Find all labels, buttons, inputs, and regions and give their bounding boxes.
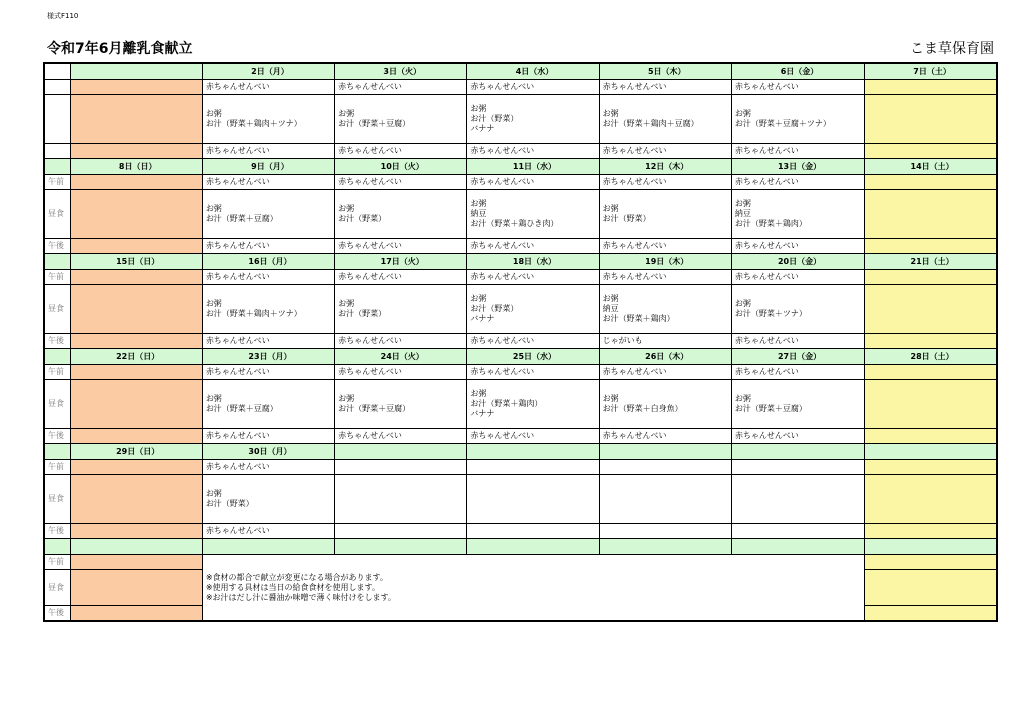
date-header <box>731 444 864 460</box>
date-header <box>70 63 202 80</box>
date-header: 10日（火） <box>335 159 467 175</box>
menu-item: お粥 <box>602 294 619 303</box>
lunch-cell <box>335 285 467 334</box>
afternoon-snack-cell <box>599 524 731 539</box>
afternoon-snack-cell: 赤ちゃんせんべい <box>202 524 334 539</box>
corner-cell <box>44 539 70 555</box>
lunch-cell <box>335 190 467 239</box>
menu-row-lunch <box>44 380 997 429</box>
lunch-cell <box>599 95 731 144</box>
slot-label: 午前 <box>44 460 70 475</box>
date-header: 14日（土） <box>865 159 997 175</box>
menu-row-morning <box>44 365 997 380</box>
afternoon-snack-cell: 赤ちゃんせんべい <box>202 429 334 444</box>
morning-snack-cell: 赤ちゃんせんべい <box>467 365 599 380</box>
date-header: 25日（水） <box>467 349 599 365</box>
lunch-cell <box>731 285 864 334</box>
afternoon-snack-cell <box>70 334 202 349</box>
morning-snack-cell <box>335 460 467 475</box>
lunch-cell <box>865 95 997 144</box>
morning-snack-cell <box>865 365 997 380</box>
morning-snack-cell: 赤ちゃんせんべい <box>599 80 731 95</box>
menu-item: バナナ <box>470 124 495 133</box>
afternoon-snack-cell: 赤ちゃんせんべい <box>335 144 467 159</box>
date-header: 16日（月） <box>202 254 334 270</box>
menu-item: お粥 <box>602 204 619 213</box>
menu-item: お汁（野菜） <box>470 114 519 123</box>
date-header: 27日（金） <box>731 349 864 365</box>
afternoon-snack-cell: 赤ちゃんせんべい <box>335 429 467 444</box>
morning-snack-cell: 赤ちゃんせんべい <box>599 270 731 285</box>
afternoon-snack-cell <box>865 606 997 622</box>
date-header <box>335 539 467 555</box>
slot-label: 午後 <box>44 606 70 622</box>
morning-snack-cell: 赤ちゃんせんべい <box>467 175 599 190</box>
date-header <box>467 444 599 460</box>
date-header <box>70 539 202 555</box>
menu-item: お汁（野菜） <box>338 214 387 223</box>
date-header: 24日（火） <box>335 349 467 365</box>
date-header <box>865 444 997 460</box>
lunch-cell <box>202 475 334 524</box>
lunch-cell <box>335 475 467 524</box>
lunch-cell <box>865 285 997 334</box>
week-header-row <box>44 349 997 365</box>
morning-snack-cell <box>865 270 997 285</box>
menu-item: お汁（野菜＋鶏肉＋ツナ） <box>205 309 302 318</box>
date-header: 12日（木） <box>599 159 731 175</box>
menu-item: お粥 <box>205 204 222 213</box>
menu-item: お粥 <box>470 389 487 398</box>
slot-label: 午後 <box>44 334 70 349</box>
date-header <box>865 539 997 555</box>
morning-snack-cell <box>865 460 997 475</box>
lunch-cell <box>467 285 599 334</box>
menu-item: お汁（野菜＋豆腐） <box>734 404 807 413</box>
date-header: 21日（土） <box>865 254 997 270</box>
morning-snack-cell <box>467 460 599 475</box>
menu-item: お粥 <box>734 394 751 403</box>
lunch-cell <box>865 570 997 606</box>
menu-item: お粥 <box>470 294 487 303</box>
morning-snack-cell: 赤ちゃんせんべい <box>202 80 334 95</box>
afternoon-snack-cell: 赤ちゃんせんべい <box>731 239 864 254</box>
date-header <box>599 539 731 555</box>
lunch-cell <box>865 190 997 239</box>
date-header: 13日（金） <box>731 159 864 175</box>
afternoon-snack-cell: 赤ちゃんせんべい <box>467 239 599 254</box>
date-header: 19日（木） <box>599 254 731 270</box>
menu-item: お粥 <box>470 104 487 113</box>
corner-cell <box>44 63 70 80</box>
slot-label: 午前 <box>44 555 70 570</box>
afternoon-snack-cell: 赤ちゃんせんべい <box>202 239 334 254</box>
lunch-cell <box>599 380 731 429</box>
lunch-cell <box>202 285 334 334</box>
afternoon-snack-cell <box>70 606 202 622</box>
note-line: ※お汁はだし汁に醤油か味噌で薄く味付けをします。 <box>205 592 396 602</box>
date-header: 4日（水） <box>467 63 599 80</box>
morning-snack-cell: 赤ちゃんせんべい <box>599 175 731 190</box>
menu-item: お汁（野菜） <box>602 214 651 223</box>
lunch-cell <box>70 285 202 334</box>
slot-label: 午前 <box>44 365 70 380</box>
menu-item: お粥 <box>734 299 751 308</box>
morning-snack-cell: 赤ちゃんせんべい <box>202 365 334 380</box>
afternoon-snack-cell: 赤ちゃんせんべい <box>599 239 731 254</box>
afternoon-snack-cell: 赤ちゃんせんべい <box>202 334 334 349</box>
menu-item: お汁（野菜＋豆腐） <box>205 404 278 413</box>
lunch-cell <box>335 95 467 144</box>
date-header <box>467 539 599 555</box>
morning-snack-cell: 赤ちゃんせんべい <box>335 175 467 190</box>
morning-snack-cell: 赤ちゃんせんべい <box>467 80 599 95</box>
lunch-cell <box>202 380 334 429</box>
afternoon-snack-cell: 赤ちゃんせんべい <box>599 429 731 444</box>
afternoon-snack-cell: 赤ちゃんせんべい <box>731 429 864 444</box>
date-header: 15日（日） <box>70 254 202 270</box>
menu-item: お汁（野菜＋鶏ひき肉） <box>470 219 559 228</box>
date-header <box>731 539 864 555</box>
lunch-cell <box>467 380 599 429</box>
week-header-row <box>44 63 997 80</box>
morning-snack-cell: 赤ちゃんせんべい <box>202 175 334 190</box>
afternoon-snack-cell <box>865 239 997 254</box>
notes-cell <box>202 555 864 622</box>
menu-row-lunch <box>44 475 997 524</box>
lunch-cell <box>70 95 202 144</box>
morning-snack-cell: 赤ちゃんせんべい <box>202 270 334 285</box>
note-line: ※食材の都合で献立が変更になる場合があります。 <box>205 572 388 582</box>
date-header: 3日（火） <box>335 63 467 80</box>
date-header: 18日（水） <box>467 254 599 270</box>
menu-row-morning <box>44 175 997 190</box>
morning-snack-cell <box>70 175 202 190</box>
afternoon-snack-cell: 赤ちゃんせんべい <box>731 334 864 349</box>
morning-snack-cell <box>731 460 864 475</box>
slot-label: 午前 <box>44 175 70 190</box>
week-header-row <box>44 444 997 460</box>
menu-item: お粥 <box>338 204 355 213</box>
menu-item: お汁（野菜＋ツナ） <box>734 309 807 318</box>
menu-row-afternoon <box>44 144 997 159</box>
corner-cell <box>44 349 70 365</box>
menu-item: バナナ <box>470 314 495 323</box>
slot-label <box>44 80 70 95</box>
menu-item: お汁（野菜＋鶏肉） <box>602 314 675 323</box>
menu-item: 納豆 <box>734 209 751 218</box>
morning-snack-cell: 赤ちゃんせんべい <box>202 460 334 475</box>
lunch-cell <box>202 190 334 239</box>
page-title: 令和7年6月離乳食献立 <box>47 41 193 57</box>
lunch-cell <box>467 95 599 144</box>
date-header: 17日（火） <box>335 254 467 270</box>
menu-row-afternoon <box>44 429 997 444</box>
menu-item: お粥 <box>205 394 222 403</box>
date-header: 28日（土） <box>865 349 997 365</box>
morning-snack-cell: 赤ちゃんせんべい <box>335 365 467 380</box>
lunch-cell <box>70 570 202 606</box>
afternoon-snack-cell <box>70 144 202 159</box>
menu-item: お汁（野菜＋豆腐） <box>338 404 411 413</box>
menu-row-morning <box>44 270 997 285</box>
morning-snack-cell: 赤ちゃんせんべい <box>335 80 467 95</box>
menu-item: お粥 <box>338 394 355 403</box>
afternoon-snack-cell <box>335 524 467 539</box>
menu-item: お汁（野菜） <box>470 304 519 313</box>
slot-label: 昼食 <box>44 285 70 334</box>
afternoon-snack-cell: 赤ちゃんせんべい <box>202 144 334 159</box>
date-header: 5日（木） <box>599 63 731 80</box>
lunch-cell <box>731 190 864 239</box>
menu-item: お汁（野菜＋鶏肉） <box>470 399 543 408</box>
afternoon-snack-cell: 赤ちゃんせんべい <box>467 334 599 349</box>
date-header: 22日（日） <box>70 349 202 365</box>
corner-cell <box>44 159 70 175</box>
menu-item: お汁（野菜＋豆腐＋ツナ） <box>734 119 831 128</box>
date-header <box>202 539 334 555</box>
lunch-cell <box>70 475 202 524</box>
date-header: 2日（月） <box>202 63 334 80</box>
morning-snack-cell <box>70 460 202 475</box>
lunch-cell <box>202 95 334 144</box>
slot-label: 午後 <box>44 524 70 539</box>
slot-label: 昼食 <box>44 475 70 524</box>
menu-item: お粥 <box>205 489 222 498</box>
lunch-cell <box>865 475 997 524</box>
menu-item: お粥 <box>205 299 222 308</box>
menu-item: お汁（野菜＋豆腐） <box>205 214 278 223</box>
lunch-cell <box>731 380 864 429</box>
menu-row-lunch <box>44 285 997 334</box>
afternoon-snack-cell: じゃがいも <box>599 334 731 349</box>
morning-snack-cell: 赤ちゃんせんべい <box>731 270 864 285</box>
slot-label: 午後 <box>44 239 70 254</box>
date-header: 9日（月） <box>202 159 334 175</box>
afternoon-snack-cell <box>467 524 599 539</box>
slot-label: 午後 <box>44 429 70 444</box>
morning-snack-cell <box>70 80 202 95</box>
afternoon-snack-cell: 赤ちゃんせんべい <box>467 429 599 444</box>
date-header: 11日（水） <box>467 159 599 175</box>
menu-item: お汁（野菜） <box>338 309 387 318</box>
afternoon-snack-cell: 赤ちゃんせんべい <box>335 334 467 349</box>
afternoon-snack-cell <box>70 239 202 254</box>
slot-label <box>44 144 70 159</box>
menu-item: お粥 <box>734 199 751 208</box>
date-header: 26日（木） <box>599 349 731 365</box>
menu-item: お汁（野菜＋鶏肉＋ツナ） <box>205 119 302 128</box>
note-line: ※使用する具材は当日の給食食材を使用します。 <box>205 582 380 592</box>
lunch-cell <box>731 475 864 524</box>
menu-item: お粥 <box>602 394 619 403</box>
morning-snack-cell <box>70 365 202 380</box>
morning-snack-cell: 赤ちゃんせんべい <box>335 270 467 285</box>
morning-snack-cell <box>70 270 202 285</box>
afternoon-snack-cell <box>865 334 997 349</box>
form-number: 様式F110 <box>47 12 79 20</box>
menu-row-afternoon <box>44 334 997 349</box>
lunch-cell <box>865 380 997 429</box>
morning-snack-cell <box>865 175 997 190</box>
menu-row-lunch <box>44 190 997 239</box>
week-header-row <box>44 159 997 175</box>
afternoon-snack-cell: 赤ちゃんせんべい <box>599 144 731 159</box>
corner-cell <box>44 444 70 460</box>
date-header <box>599 444 731 460</box>
morning-snack-cell: 赤ちゃんせんべい <box>731 80 864 95</box>
afternoon-snack-cell: 赤ちゃんせんべい <box>731 144 864 159</box>
menu-item: お粥 <box>338 299 355 308</box>
menu-item: お汁（野菜＋豆腐） <box>338 119 411 128</box>
menu-item: お粥 <box>602 109 619 118</box>
menu-row-morning <box>44 460 997 475</box>
morning-snack-cell: 赤ちゃんせんべい <box>731 175 864 190</box>
menu-row-lunch <box>44 95 997 144</box>
date-header: 30日（月） <box>202 444 334 460</box>
week-header-row <box>44 254 997 270</box>
afternoon-snack-cell: 赤ちゃんせんべい <box>467 144 599 159</box>
menu-item: 納豆 <box>470 209 487 218</box>
week-header-row <box>44 539 997 555</box>
menu-row-morning <box>44 80 997 95</box>
afternoon-snack-cell <box>865 429 997 444</box>
slot-label: 昼食 <box>44 570 70 606</box>
lunch-cell <box>70 380 202 429</box>
lunch-cell <box>467 475 599 524</box>
lunch-cell <box>599 475 731 524</box>
date-header: 7日（土） <box>865 63 997 80</box>
menu-item: バナナ <box>470 409 495 418</box>
menu-row-morning <box>44 555 997 570</box>
morning-snack-cell: 赤ちゃんせんべい <box>599 365 731 380</box>
date-header: 20日（金） <box>731 254 864 270</box>
menu-item: お粥 <box>734 109 751 118</box>
date-header <box>335 444 467 460</box>
menu-table <box>43 62 998 622</box>
lunch-cell <box>467 190 599 239</box>
morning-snack-cell: 赤ちゃんせんべい <box>467 270 599 285</box>
lunch-cell <box>599 190 731 239</box>
date-header: 8日（日） <box>70 159 202 175</box>
afternoon-snack-cell <box>865 144 997 159</box>
morning-snack-cell <box>865 80 997 95</box>
afternoon-snack-cell <box>865 524 997 539</box>
menu-row-afternoon <box>44 524 997 539</box>
menu-item: お汁（野菜） <box>205 499 254 508</box>
corner-cell <box>44 254 70 270</box>
lunch-cell <box>599 285 731 334</box>
menu-item: お粥 <box>470 199 487 208</box>
date-header: 6日（金） <box>731 63 864 80</box>
afternoon-snack-cell <box>70 429 202 444</box>
lunch-cell <box>70 190 202 239</box>
lunch-cell <box>731 95 864 144</box>
slot-label: 昼食 <box>44 190 70 239</box>
morning-snack-cell <box>70 555 202 570</box>
afternoon-snack-cell <box>70 524 202 539</box>
slot-label: 昼食 <box>44 380 70 429</box>
menu-item: 納豆 <box>602 304 619 313</box>
afternoon-snack-cell <box>731 524 864 539</box>
morning-snack-cell <box>865 555 997 570</box>
slot-label <box>44 95 70 144</box>
menu-item: お粥 <box>338 109 355 118</box>
menu-item: お汁（野菜＋鶏肉＋豆腐） <box>602 119 699 128</box>
menu-item: お粥 <box>205 109 222 118</box>
morning-snack-cell <box>599 460 731 475</box>
slot-label: 午前 <box>44 270 70 285</box>
organization-name: こま草保育園 <box>910 41 994 57</box>
menu-item: お汁（野菜＋鶏肉） <box>734 219 807 228</box>
menu-row-afternoon <box>44 239 997 254</box>
afternoon-snack-cell: 赤ちゃんせんべい <box>335 239 467 254</box>
date-header: 29日（日） <box>70 444 202 460</box>
menu-item: お汁（野菜＋白身魚） <box>602 404 683 413</box>
morning-snack-cell: 赤ちゃんせんべい <box>731 365 864 380</box>
date-header: 23日（月） <box>202 349 334 365</box>
lunch-cell <box>335 380 467 429</box>
